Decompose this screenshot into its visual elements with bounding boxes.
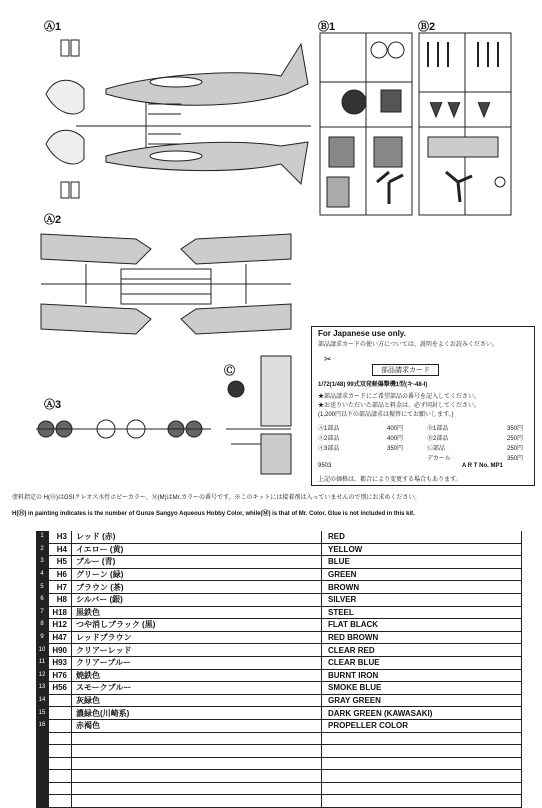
color-row	[36, 568, 522, 581]
sprue-a3-label: Ⓐ3	[44, 399, 62, 411]
price-label: Ⓐ3部品	[318, 446, 340, 452]
color-name-en: YELLOW	[322, 543, 522, 556]
color-code: 12	[36, 669, 49, 682]
hobby-color-number: H4	[49, 543, 72, 556]
color-name-jp: スモークブルー	[72, 682, 322, 695]
hobby-color-number	[49, 732, 72, 745]
parts-order-card	[311, 326, 535, 486]
color-code: 13	[36, 682, 49, 695]
paint-note-jp: 塗料指定の H(Ⓗ)はGSIクレオス水性ホビーカラー、Ⓜ(M)はMr.カラーの番号です。※このキットには接着剤は入っていませんので別にお求めください。	[12, 495, 421, 501]
color-code: 15	[36, 707, 49, 720]
color-row	[36, 732, 522, 745]
color-name-en	[322, 745, 522, 758]
price-label: Ⓑ2部品	[427, 436, 449, 442]
color-name-jp: 焼鉄色	[72, 669, 322, 682]
instruction-sheet	[6, 4, 534, 794]
order-card-footnote: 上記の価格は、都合により変更する場合もあります。	[318, 477, 462, 483]
color-code: 6	[36, 593, 49, 606]
hobby-color-number: H6	[49, 568, 72, 581]
color-code: 14	[36, 694, 49, 707]
color-name-en: CLEAR RED	[322, 644, 522, 657]
color-name-en: SILVER	[322, 593, 522, 606]
color-name-jp: 赤褐色	[72, 719, 322, 732]
sprue-a2-label: Ⓐ2	[44, 214, 62, 226]
price-value: 350円	[507, 456, 524, 462]
hobby-color-number: H90	[49, 644, 72, 657]
color-code: 16	[36, 719, 49, 732]
color-row	[36, 682, 522, 695]
color-code: 9	[36, 631, 49, 644]
color-name-jp: イエロー (黄)	[72, 543, 322, 556]
hobby-color-number: H12	[49, 619, 72, 632]
color-row	[36, 719, 522, 732]
hobby-color-number: H7	[49, 581, 72, 594]
color-name-jp: クリアーレッド	[72, 644, 322, 657]
color-code	[36, 757, 49, 770]
color-row	[36, 795, 522, 808]
price-value: 250円	[507, 446, 524, 452]
sprue-a1-drawing	[36, 34, 316, 204]
color-name-en: PROPELLER COLOR	[322, 719, 522, 732]
color-row	[36, 656, 522, 669]
color-code	[36, 782, 49, 795]
price-value: 400円	[387, 426, 404, 432]
sprue-b1-label: Ⓑ1	[318, 21, 336, 33]
color-name-en	[322, 757, 522, 770]
price-value: 350円	[387, 446, 404, 452]
scissors-icon: ✂	[324, 354, 332, 364]
color-row	[36, 631, 522, 644]
color-name-en: GREEN	[322, 568, 522, 581]
hobby-color-number	[49, 694, 72, 707]
color-name-en: BLUE	[322, 556, 522, 569]
price-value: 350円	[507, 426, 524, 432]
color-row	[36, 556, 522, 569]
sprue-c-drawing	[221, 354, 296, 484]
color-code: 2	[36, 543, 49, 556]
hobby-color-number	[49, 719, 72, 732]
order-card-title: 部品請求カード	[372, 364, 439, 376]
hobby-color-number	[49, 745, 72, 758]
sprue-b2-drawing	[418, 32, 512, 216]
item-number: 9503	[318, 463, 332, 469]
sprue-a2-drawing	[36, 219, 296, 359]
color-row	[36, 619, 522, 632]
hobby-color-number: H18	[49, 606, 72, 619]
color-row	[36, 757, 522, 770]
color-code	[36, 732, 49, 745]
price-value: 400円	[387, 436, 404, 442]
color-name-jp: レッド (赤)	[72, 531, 322, 543]
color-code: 1	[36, 531, 49, 543]
color-code: 8	[36, 619, 49, 632]
hobby-color-number: H47	[49, 631, 72, 644]
color-row	[36, 531, 522, 543]
color-row	[36, 593, 522, 606]
color-name-en: RED BROWN	[322, 631, 522, 644]
color-code: 5	[36, 581, 49, 594]
sprue-b2-label: Ⓑ2	[418, 21, 436, 33]
color-row	[36, 707, 522, 720]
hobby-color-number: H5	[49, 556, 72, 569]
color-name-jp: シルバー (銀)	[72, 593, 322, 606]
color-name-jp: ブラウン (茶)	[72, 581, 322, 594]
color-name-en: FLAT BLACK	[322, 619, 522, 632]
order-card-instructions: 部品請求カードの使い方については、説明をよくお読みください。	[318, 342, 498, 348]
color-name-en: DARK GREEN (KAWASAKI)	[322, 707, 522, 720]
color-name-en: BURNT IRON	[322, 669, 522, 682]
hobby-color-number: H8	[49, 593, 72, 606]
color-row	[36, 694, 522, 707]
color-row	[36, 669, 522, 682]
color-name-jp: 濃緑色(川崎系)	[72, 707, 322, 720]
color-code: 3	[36, 556, 49, 569]
sprue-a3-drawing	[36, 414, 216, 444]
hobby-color-number: H76	[49, 669, 72, 682]
color-code: 7	[36, 606, 49, 619]
color-name-en: STEEL	[322, 606, 522, 619]
color-code: 10	[36, 644, 49, 657]
order-line: ★部品請求カードにご希望部品の番号を記入してください。	[318, 394, 481, 400]
color-row	[36, 606, 522, 619]
order-line: ★お送りいただいた部品と料金は、必ず同封してください。	[318, 403, 481, 409]
order-line: (1,200円以下の部品請求は振替にてお願いします。)	[318, 412, 454, 418]
color-name-jp	[72, 770, 322, 783]
color-name-en	[322, 782, 522, 795]
color-name-jp: グリーン (緑)	[72, 568, 322, 581]
color-name-jp	[72, 757, 322, 770]
hobby-color-number: H3	[49, 531, 72, 543]
color-name-jp: 黒鉄色	[72, 606, 322, 619]
color-name-en	[322, 732, 522, 745]
color-row	[36, 581, 522, 594]
color-code	[36, 795, 49, 808]
color-name-jp: クリアーブルー	[72, 656, 322, 669]
color-name-jp	[72, 745, 322, 758]
sprue-b1-drawing	[319, 32, 413, 216]
color-name-jp: ブルー (青)	[72, 556, 322, 569]
color-name-jp: 灰緑色	[72, 694, 322, 707]
hobby-color-number	[49, 707, 72, 720]
color-name-en	[322, 795, 522, 808]
price-label: デカール	[427, 456, 451, 462]
color-name-en: BROWN	[322, 581, 522, 594]
price-label: Ⓑ1部品	[427, 426, 449, 432]
japanese-use-note: For Japanese use only.	[318, 329, 406, 338]
color-row	[36, 782, 522, 795]
color-table	[36, 531, 522, 808]
price-label: Ⓐ2部品	[318, 436, 340, 442]
color-name-en: GRAY GREEN	[322, 694, 522, 707]
color-row	[36, 543, 522, 556]
color-name-en: RED	[322, 531, 522, 543]
price-value: 250円	[507, 436, 524, 442]
product-code: 1/72(1/48) 99式双発軽爆撃機1型(キ-48-I)	[318, 382, 428, 388]
color-row	[36, 644, 522, 657]
color-name-en	[322, 770, 522, 783]
hobby-color-number	[49, 782, 72, 795]
price-label: Ⓒ部品	[427, 446, 446, 452]
color-name-en: CLEAR BLUE	[322, 656, 522, 669]
color-row	[36, 770, 522, 783]
hobby-color-number	[49, 757, 72, 770]
color-code: 11	[36, 656, 49, 669]
color-code	[36, 745, 49, 758]
price-label: Ⓐ1部品	[318, 426, 340, 432]
color-name-jp	[72, 782, 322, 795]
color-code	[36, 770, 49, 783]
color-name-jp: つや消しブラック (黒)	[72, 619, 322, 632]
color-row	[36, 745, 522, 758]
paint-note-en: H(Ⓗ) in painting indicates is the number of Gunze Sangyo Aqueous Hobby Color, while(Ⓜ) is that of Mr. Color. Glue is not included in this kit.	[12, 511, 415, 517]
hobby-color-number: H93	[49, 656, 72, 669]
color-name-jp	[72, 795, 322, 808]
hobby-color-number	[49, 795, 72, 808]
hobby-color-number: H56	[49, 682, 72, 695]
hobby-color-number	[49, 770, 72, 783]
sprue-a1-label: Ⓐ1	[44, 21, 62, 33]
color-name-jp: レッドブラウン	[72, 631, 322, 644]
color-name-en: SMOKE BLUE	[322, 682, 522, 695]
color-name-jp	[72, 732, 322, 745]
sprue-c-label: Ⓒ	[224, 365, 235, 377]
color-code: 4	[36, 568, 49, 581]
art-number: A R T No. MP1	[462, 463, 503, 469]
